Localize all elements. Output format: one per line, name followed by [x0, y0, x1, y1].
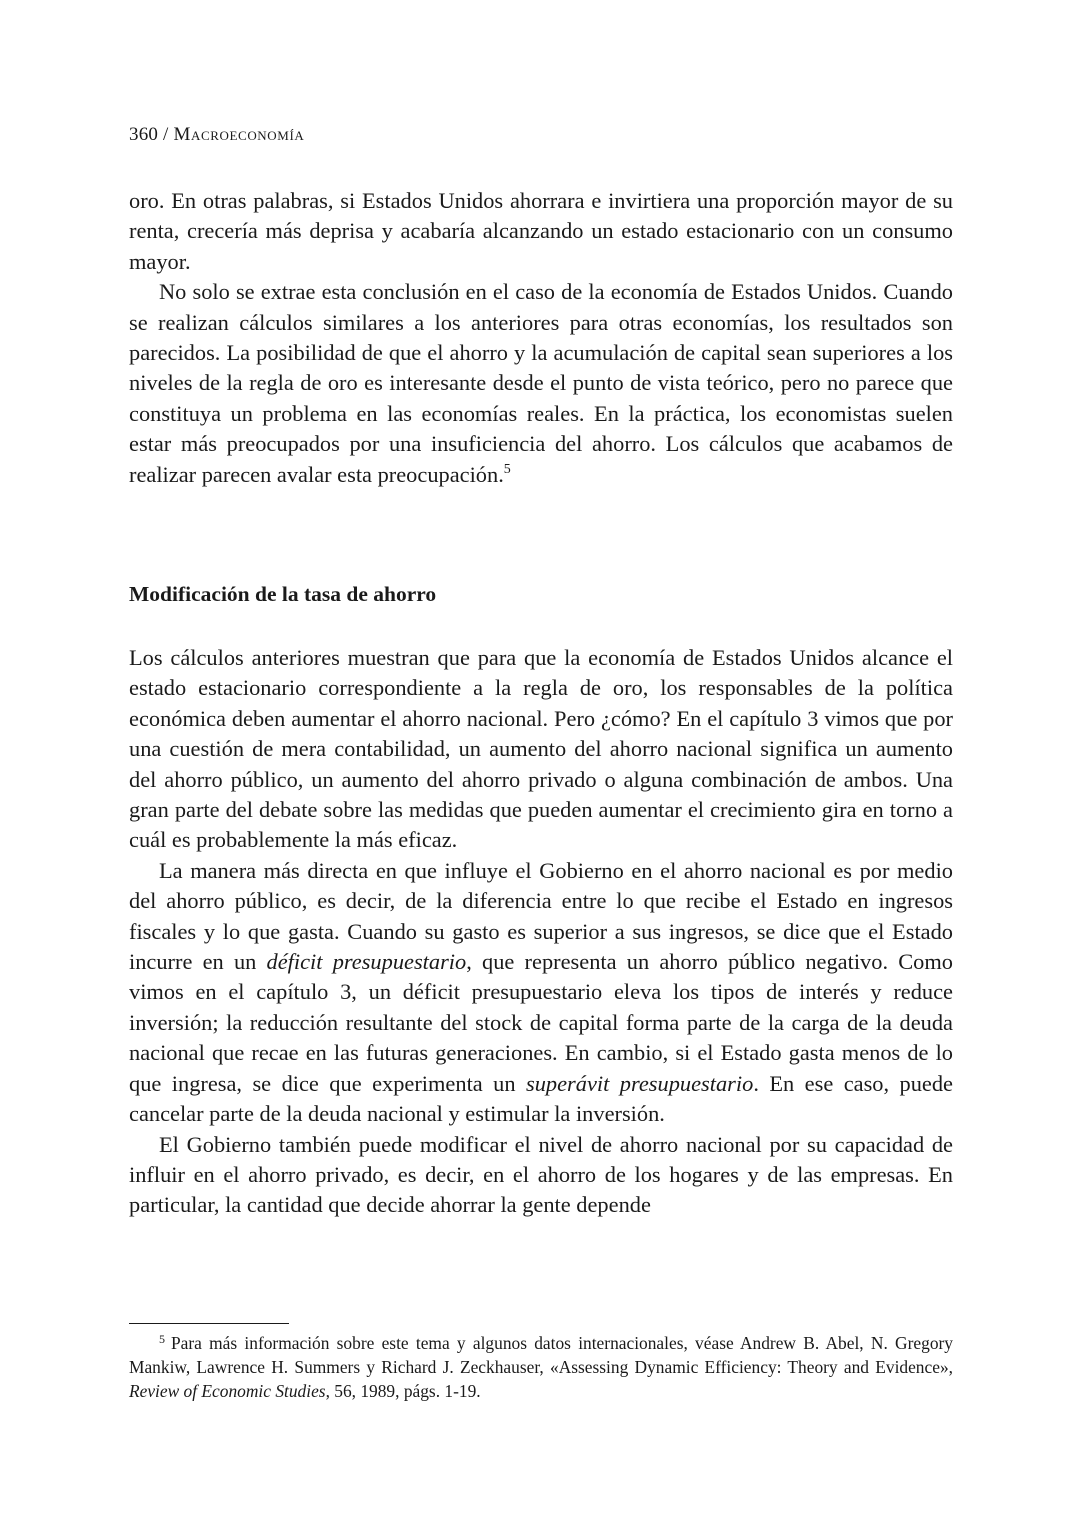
- paragraph: oro. En otras palabras, si Estados Unidos ahorrara e invirtiera una proporción mayor de su renta, crecería más deprisa y acabaría alcanzando un estado estacionario con un consumo mayor.: [129, 188, 953, 274]
- paragraph-text: No solo se extrae esta conclusión en el caso de la economía de Estados Unidos. Cuando se realizan cálculos similares a los anteriores para otras economías, los resultados son parecidos. La posibilidad de que el ahorro y la acumulación de capital sean superiores a los niveles de la regla de oro es interesante desde el punto de vista teórico, pero no parece que constituya un problema en las economías reales. En la práctica, los economistas suelen estar más preocupados por una insuficiencia del ahorro. Los cálculos que acabamos de realizar parecen avalar esta preocupación.: [129, 279, 953, 487]
- paragraph: [129, 277, 953, 490]
- emphasis-term: superávit presupuestario: [526, 1070, 754, 1096]
- section-body: [129, 643, 953, 1221]
- running-head: [129, 124, 304, 146]
- paragraph-text: La manera más directa en que influye el Gobierno en el ahorro nacional es por medio del ahorro público, es decir, de la diferencia entre lo que recibe el Estado en ingresos fiscales y lo que gasta. Cuando su gasto es superior a sus ingresos, se dice que el Estado incurre en un: [129, 857, 953, 975]
- paragraph-text: . En ese caso, puede cancelar parte de la deuda nacional y estimular la inversión.: [129, 1070, 953, 1127]
- paragraph-text: , que representa un ahorro público negativo. Como vimos en el capítulo 3, un déficit presupuestario eleva los tipos de interés y reduce inversión; la reducción resultante del stock de capital forma parte de la carga de la deuda nacional que recae en las futuras generaciones. En cambio, si el Estado gasta menos de lo que ingresa, se dice que experimenta un: [129, 949, 953, 1096]
- journal-title: Review of Economic Studies: [129, 1381, 326, 1402]
- section-heading: Modificación de la tasa de ahorro: [129, 582, 437, 606]
- emphasis-term: déficit presupuestario: [266, 949, 467, 975]
- page-number: 360: [129, 124, 159, 145]
- paragraph: [129, 856, 953, 1130]
- footnote: [129, 1331, 953, 1404]
- paragraph: Los cálculos anteriores muestran que para que la economía de Estados Unidos alcance el estado estacionario correspondiente a la regla de oro, los responsables de la política económica deben aumentar el ahorro nacional. Pero ¿cómo? En el capítulo 3 vimos que por una cuestión de mera contabilidad, un aumento del ahorro nacional significa un aumento del ahorro público, un aumento del ahorro privado o alguna combinación de ambos. Una gran parte del debate sobre las medidas que pueden aumentar el crecimiento gira en torno a cuál es probablemente la más eficaz.: [129, 645, 953, 853]
- footnote-text: Para más información sobre este tema y algunos datos internacionales, véase Andrew B. Abel, N. Gregory Mankiw, Lawrence H. Summers y Richard J. Zeckhauser, «Assessing Dynamic Efficiency: Theory and Evidence»,: [129, 1333, 953, 1378]
- paragraph: El Gobierno también puede modificar el nivel de ahorro nacional por su capacidad de influir en el ahorro privado, es decir, en el ahorro de los hogares y de las empresas. En particular, la cantidad que decide ahorrar la gente depende: [129, 1131, 953, 1218]
- book-title: Macroeconomía: [173, 124, 305, 145]
- footnote-divider: [129, 1323, 289, 1324]
- section-continuation: [129, 186, 953, 490]
- footnote-reference[interactable]: 5: [503, 461, 511, 477]
- header-separator: /: [158, 124, 174, 145]
- footnote-number: 5: [159, 1332, 165, 1346]
- footnote-text: , 56, 1989, págs. 1-19.: [325, 1381, 481, 1402]
